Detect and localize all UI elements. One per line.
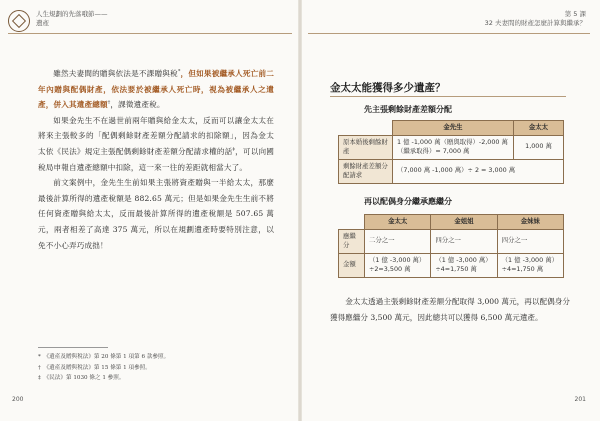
table-cell: 1,000 萬 [514, 135, 564, 159]
table-cell: （7,000 萬 -1,000 萬）÷ 2 = 3,000 萬 [393, 159, 564, 183]
right-head-rule [308, 33, 590, 34]
footnote-3: ‡ 《民法》第 1030 條之 1 參照。 [38, 375, 125, 381]
book-logo-icon [8, 10, 30, 32]
paragraph-2-end: ，可以向國稅局申報自遺產總額中扣除，這一來一往的差距就相當大了。 [38, 146, 274, 172]
table-cell: 二分之一 [365, 229, 431, 253]
right-page-number: 201 [574, 396, 586, 403]
table-corner [339, 215, 365, 230]
column-header: 金姐姐 [431, 215, 497, 230]
column-header: 金太太 [514, 121, 564, 136]
column-header: 金太太 [365, 215, 431, 230]
paragraph-3: 前文案例中，金先生生前如果主張將資產贈與一半給太太，那麼最後計算所得的遺產稅額是 882.65 萬元；但是如果金先生生前不將任何資產贈與給太太，反而最後計算所得的遺產稅額是 507.65 萬元，兩者相差了高達 375 萬元，所以在規劃遺產時要特別注意，以免不小心弄巧成拙！ [38, 178, 274, 250]
book-gutter [298, 0, 302, 421]
table-cell: 四分之一 [497, 229, 563, 253]
row-header: 剩餘財產差額分配請求 [339, 159, 393, 183]
table-row [339, 135, 564, 159]
right-running-head-line2: 32 夫妻間的財產怎麼計算與繼承？ [484, 19, 586, 27]
left-body-text [38, 66, 274, 253]
table-cell: （1 億 -3,000 萬）÷4=1,750 萬 [431, 253, 497, 277]
footnote-ref-2[interactable]: † [107, 99, 111, 106]
footnote-rule [38, 347, 108, 348]
highlighted-text: ，但如果被繼承人死亡前二年內贈與配偶財產，依法要於被繼承人死亡時，視為被繼承人之遺產，併入其遺產總額 [38, 69, 274, 110]
column-header: 金妹妹 [497, 215, 563, 230]
table-cell: （1 億 -3,000 萬）÷4=1,750 萬 [497, 253, 563, 277]
table-cell: （1 億 -3,000 萬）÷2=3,500 萬 [365, 253, 431, 277]
subsection-title-1: 先主張剩餘財產差額分配 [364, 105, 452, 114]
paragraph-1-end: ，課徵遺產稅。 [110, 100, 165, 110]
right-running-head-line1: 第 5 課 [564, 10, 586, 18]
footnote-ref-1[interactable]: * [177, 68, 181, 75]
inheritance-share-table [338, 214, 564, 278]
section-title: 金太太能獲得多少遺產？ [330, 82, 446, 94]
table-header-row [339, 215, 564, 230]
paragraph-1-text: 雖然夫妻間的贈與依法是不課贈與稅 [53, 69, 178, 78]
left-head-rule [8, 33, 292, 34]
table-cell: 四分之一 [431, 229, 497, 253]
left-running-head [36, 10, 108, 28]
table-row [339, 253, 564, 277]
row-header: 原本婚後剩餘財產 [339, 135, 393, 159]
surplus-distribution-table [338, 120, 564, 184]
table-row [339, 159, 564, 183]
subsection-title-2: 再以配偶身分繼承應繼分 [364, 197, 452, 206]
row-header: 金額 [339, 253, 365, 277]
left-running-head-line2: 遺產 [36, 19, 49, 27]
right-running-head [485, 10, 586, 28]
row-header: 應繼分 [339, 229, 365, 253]
column-header: 金先生 [393, 121, 514, 136]
left-running-head-line1: 人生規劃的先落哦節—— [36, 10, 108, 18]
left-page-number: 200 [12, 396, 24, 403]
section-title-rule [330, 96, 566, 97]
table-row [339, 229, 564, 253]
paragraph-1 [38, 66, 274, 113]
paragraph-2 [38, 113, 274, 175]
table-cell: 1 億 -1,000 萬（贈與取得）-2,000 萬（繼承取得）= 7,000 萬 [393, 135, 514, 159]
footnote-1: * 《遺產及贈與稅法》第 20 條第 1 項第 6 款參照。 [38, 354, 170, 360]
conclusion-text [330, 294, 570, 325]
paragraph-2-text: 如果金先生不在過世前兩年贈與給金太太，反而可以讓金太太在將來主張較多的「配偶剩餘財產差額分配請求的扣除額」，因為金太太依《民法》規定主張配偶剩餘財產差額分配請求權的話 [38, 115, 274, 156]
footnote-ref-3[interactable]: ‡ [232, 146, 236, 153]
conclusion-paragraph: 金太太透過主張剩餘財產差額分配取得 3,000 萬元，再以配偶身分獲得應繼分 3,500 萬元，因此總共可以獲得 6,500 萬元遺產。 [330, 297, 570, 322]
footnotes [38, 352, 274, 384]
table-corner [339, 121, 393, 136]
table-header-row [339, 121, 564, 136]
footnote-2: † 《遺產及贈與稅法》第 15 條第 1 項參照。 [38, 364, 151, 371]
